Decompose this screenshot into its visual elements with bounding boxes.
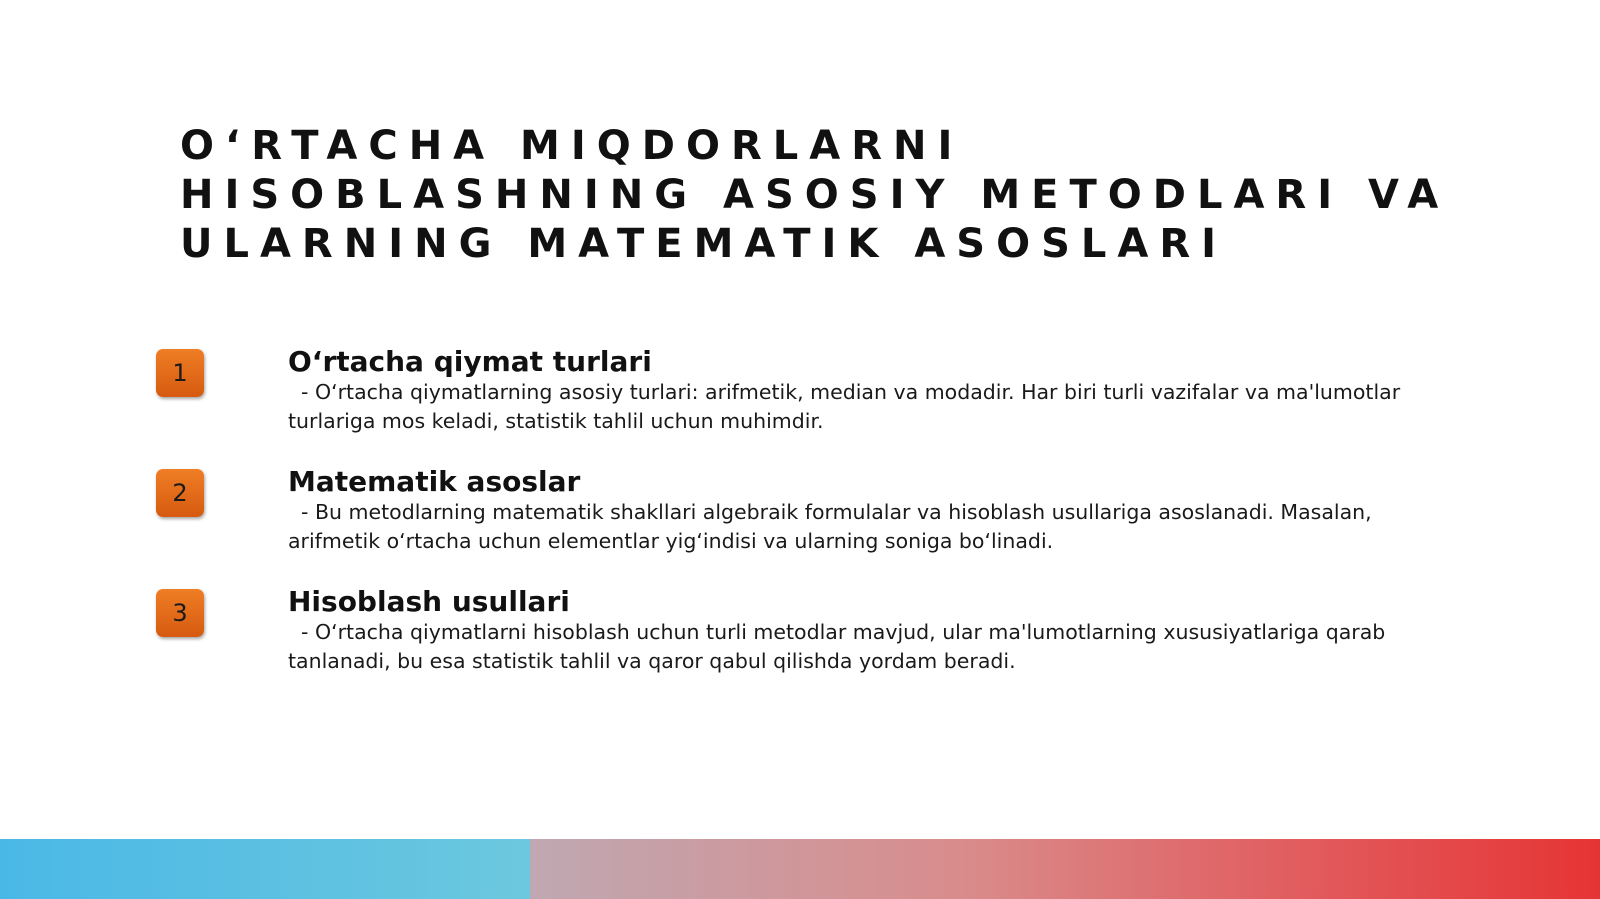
number-badge: 3 [156,589,204,637]
footer-bar-left [0,839,530,899]
item-title: O‘rtacha qiymat turlari [288,345,652,378]
number-badge: 2 [156,469,204,517]
item-description: - Bu metodlarning matematik shakllari algebraik formulalar va hisoblash usullariga asoslanadi. Masalan, arifmetik o‘rtacha uchun elementlar yig‘indisi va ularning soniga bo‘linadi. [288,500,1379,553]
item-description: - O‘rtacha qiymatlarni hisoblash uchun turli metodlar mavjud, ular ma'lumotlarning xususiyatlariga qarab tanlanadi, bu esa statistik tahlil va qaror qabul qilishda yordam beradi. [288,620,1392,673]
slide-title: O‘RTACHA MIQDORLARNI HISOBLASHNING ASOSIY METODLARI VA ULARNING MATEMATIK ASOSLARI [180,123,1450,267]
footer-color-bar [0,839,1600,899]
number-badge: 1 [156,349,204,397]
item-title: Hisoblash usullari [288,585,570,618]
item-description: - O‘rtacha qiymatlarning asosiy turlari: arifmetik, median va modadir. Har biri turli vazifalar va ma'lumotlar turlariga mos keladi, statistik tahlil uchun muhimdir. [288,380,1407,433]
footer-bar-right [530,839,1600,899]
item-title: Matematik asoslar [288,465,581,498]
